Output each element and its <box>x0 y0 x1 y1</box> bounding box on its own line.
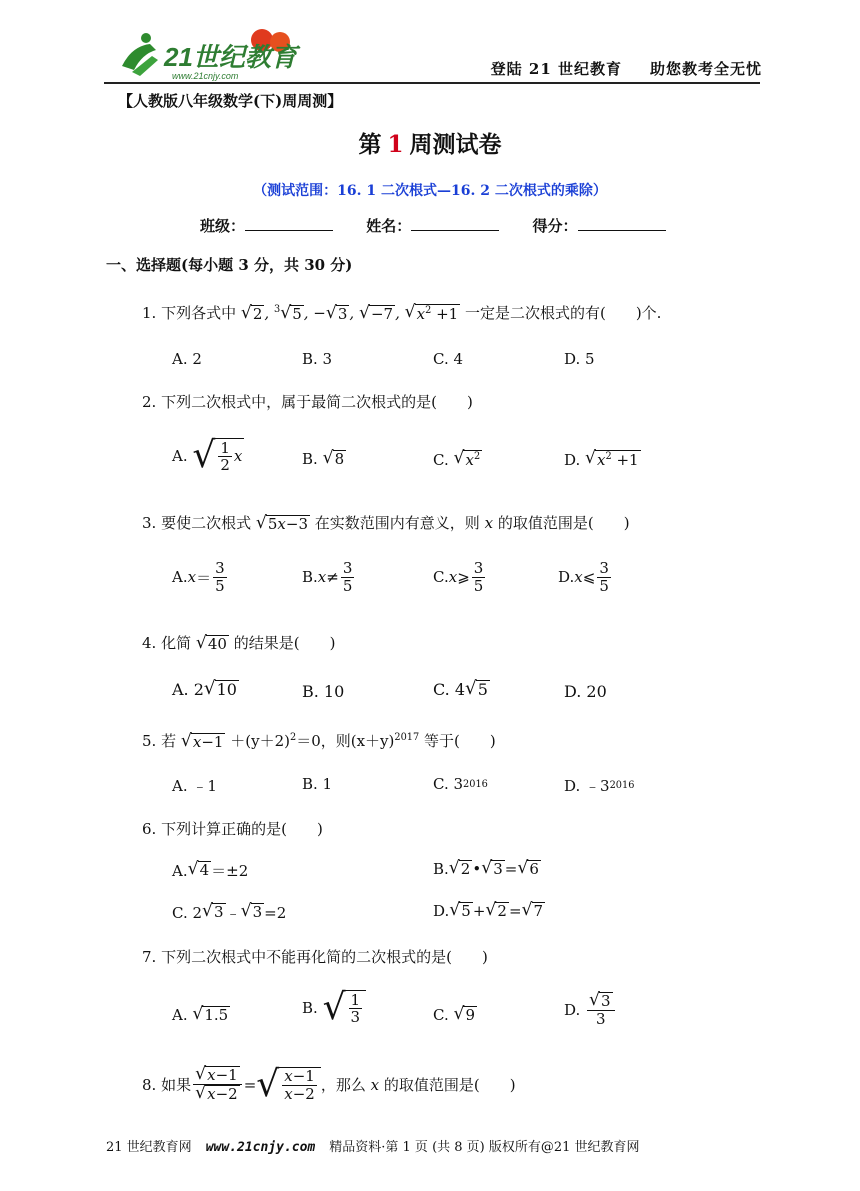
q5-option-a[interactable]: A. ﹣1 <box>172 777 217 795</box>
q6-option-c[interactable]: C. 2 √ 3 ﹣ √ 3 =2 <box>172 901 287 922</box>
q2-option-b[interactable]: B. √ 8 <box>302 448 345 469</box>
q5-end: ) <box>489 732 496 750</box>
header-divider <box>104 82 760 84</box>
q6-option-d[interactable]: D. √ 5 + √ 2 = √ 7 <box>433 900 544 921</box>
q3-end: ) <box>623 514 630 532</box>
q6-end: ) <box>316 820 323 838</box>
score-blank[interactable] <box>578 216 666 231</box>
q4-option-c[interactable]: C. 4 √ 5 <box>433 678 488 700</box>
section-heading: 一、选择题(每小题 3 分，共 30 分) <box>106 256 353 274</box>
q1-expressions: √ 2 , $^3$ √ 5 , − √ 3 , √ −7 , √ $x^2 +1$ <box>240 302 459 324</box>
footer-left: 21 世纪教育网 <box>106 1140 192 1155</box>
q4-end: ) <box>329 634 336 652</box>
q7-option-b[interactable]: B. √ $\frac{1}{3}$ <box>302 990 366 1026</box>
title-prefix: 第 <box>358 131 382 158</box>
q5-option-d-base: D. ﹣3 <box>564 777 610 795</box>
q8-suffix: ，那么 <box>320 1076 366 1095</box>
q5-option-c-base: C. 3 <box>433 775 464 793</box>
q4-option-d[interactable]: D. 20 <box>564 682 607 701</box>
header-slogan <box>463 58 762 79</box>
class-label: 班级： <box>200 217 246 235</box>
q4-prefix: 4. 化简 <box>142 634 192 652</box>
q4-option-b[interactable]: B. 10 <box>302 682 345 701</box>
name-blank[interactable] <box>411 216 499 231</box>
q6-option-a[interactable]: A. √ 4 ＝±2 <box>172 859 249 880</box>
q3-prefix: 3. 要使二次根式 <box>142 514 252 532</box>
q2-option-a[interactable]: A. √ $\frac{1}{2}$ x <box>172 435 243 476</box>
series-label: 【人教版八年级数学(下)周周测】 <box>118 92 343 110</box>
q4-option-a[interactable]: A. 2 √ 10 <box>172 678 237 700</box>
q5-suffix: 等于( <box>424 732 460 750</box>
q3-suffix2: 的取值范围是( <box>497 514 594 532</box>
q8-suffix2: 的取值范围是( <box>383 1076 480 1095</box>
q2-option-d[interactable]: D. √ $x^2 +1$ <box>564 448 639 469</box>
question-8: 8. 如果 √ x−1 √ x−2 = √ $\frac{x-1}{x-2}$ ，那么 x 的取值范围是( ) <box>142 1063 516 1105</box>
q1-suffix: 一定是二次根式的有( <box>464 304 606 322</box>
q7-end: ) <box>481 948 488 966</box>
score-label: 得分： <box>532 217 578 235</box>
logo-url: www.21cnjy.com <box>172 71 239 81</box>
slogan-left: 登陆 21 世纪教育 <box>490 60 622 78</box>
question-6 <box>142 818 323 839</box>
q7-option-c[interactable]: C. √ 9 <box>433 1004 476 1025</box>
class-blank[interactable] <box>245 216 333 231</box>
page-footer <box>106 1136 640 1155</box>
q3-option-a[interactable]: A. x ＝ $\frac{3}{5}$ <box>172 559 225 595</box>
q2-end: ) <box>466 393 473 411</box>
q2-stem: 2. 下列二次根式中，属于最简二次根式的是( <box>142 393 437 411</box>
q3-var: x <box>484 514 494 532</box>
q7-option-d[interactable]: D. √ 3 3 <box>564 992 617 1028</box>
slogan-right: 助您教考全无忧 <box>649 60 762 78</box>
q8-prefix: 8. 如果 <box>142 1076 192 1095</box>
q6-stem: 6. 下列计算正确的是( <box>142 820 287 838</box>
q5-mid2: ＝0，则(x＋y) <box>296 732 395 750</box>
question-2 <box>142 391 473 412</box>
q5-option-b[interactable]: B. 1 <box>302 775 333 793</box>
test-scope: （测试范围：16. 1 二次根式—16. 2 二次根式的乘除） <box>253 183 607 199</box>
title-suffix: 周测试卷 <box>409 131 502 158</box>
q3-option-c[interactable]: C. x ⩾ $\frac{3}{5}$ <box>433 559 484 595</box>
page-title <box>0 126 860 159</box>
q7-stem: 7. 下列二次根式中不能再化简的二次根式的是( <box>142 948 452 966</box>
q8-end: ) <box>509 1075 516 1094</box>
footer-site-link[interactable]: www.21cnjy.com <box>205 1140 316 1155</box>
q8-var: x <box>370 1075 380 1094</box>
q1-prefix: 1. 下列各式中 <box>142 304 237 322</box>
q5-option-c[interactable] <box>433 775 488 793</box>
q1-end: )个. <box>635 304 662 322</box>
question-1 <box>142 302 661 324</box>
q1-option-a[interactable]: A. 2 <box>172 350 202 368</box>
q1-option-c[interactable]: C. 4 <box>433 350 464 368</box>
logo-text: 21世纪教育 <box>164 42 297 72</box>
q5-option-c-power: 2016 <box>463 778 488 790</box>
q3-suffix: 在实数范围内有意义，则 <box>314 514 480 532</box>
question-3: 3. 要使二次根式 √ 5x−3 在实数范围内有意义，则 x 的取值范围是( ) <box>142 512 630 533</box>
q5-mid: ＋(y＋2) <box>230 732 290 750</box>
q6-option-b[interactable]: B. √ 2 • √ 3 = √ 6 <box>433 858 539 879</box>
q1-option-d[interactable]: D. 5 <box>564 350 595 368</box>
question-5: 5. 若 √ x−1 $+(y+2)^2=0$，则$(x+y)^{2017}$ 等于( ) <box>142 730 496 751</box>
q5-option-d-power: 2016 <box>609 780 635 791</box>
student-fields <box>200 215 694 236</box>
title-number: 1 <box>387 131 404 158</box>
name-label: 姓名： <box>366 217 412 235</box>
q2-option-c[interactable]: C. √ $x^2$ <box>433 448 481 469</box>
q5-prefix: 5. 若 <box>142 732 177 750</box>
site-logo <box>112 26 312 82</box>
q1-option-b[interactable]: B. 3 <box>302 350 333 368</box>
q5-option-d[interactable] <box>564 775 634 796</box>
question-7 <box>142 946 488 967</box>
question-4: 4. 化简 √ 40 的结果是( ) <box>142 632 336 653</box>
q3-option-b[interactable]: B. x ≠ $\frac{3}{5}$ <box>302 559 353 595</box>
q5-exp1: 2 <box>289 732 297 743</box>
q5-exp2: 2017 <box>394 732 420 743</box>
footer-right: 精品资料·第 1 页 (共 8 页) 版权所有@21 世纪教育网 <box>329 1140 640 1155</box>
q3-option-d[interactable]: D. x ⩽ $\frac{3}{5}$ <box>558 559 609 595</box>
q4-suffix: 的结果是( <box>233 634 300 652</box>
q7-option-a[interactable]: A. √ 1.5 <box>172 1004 229 1025</box>
